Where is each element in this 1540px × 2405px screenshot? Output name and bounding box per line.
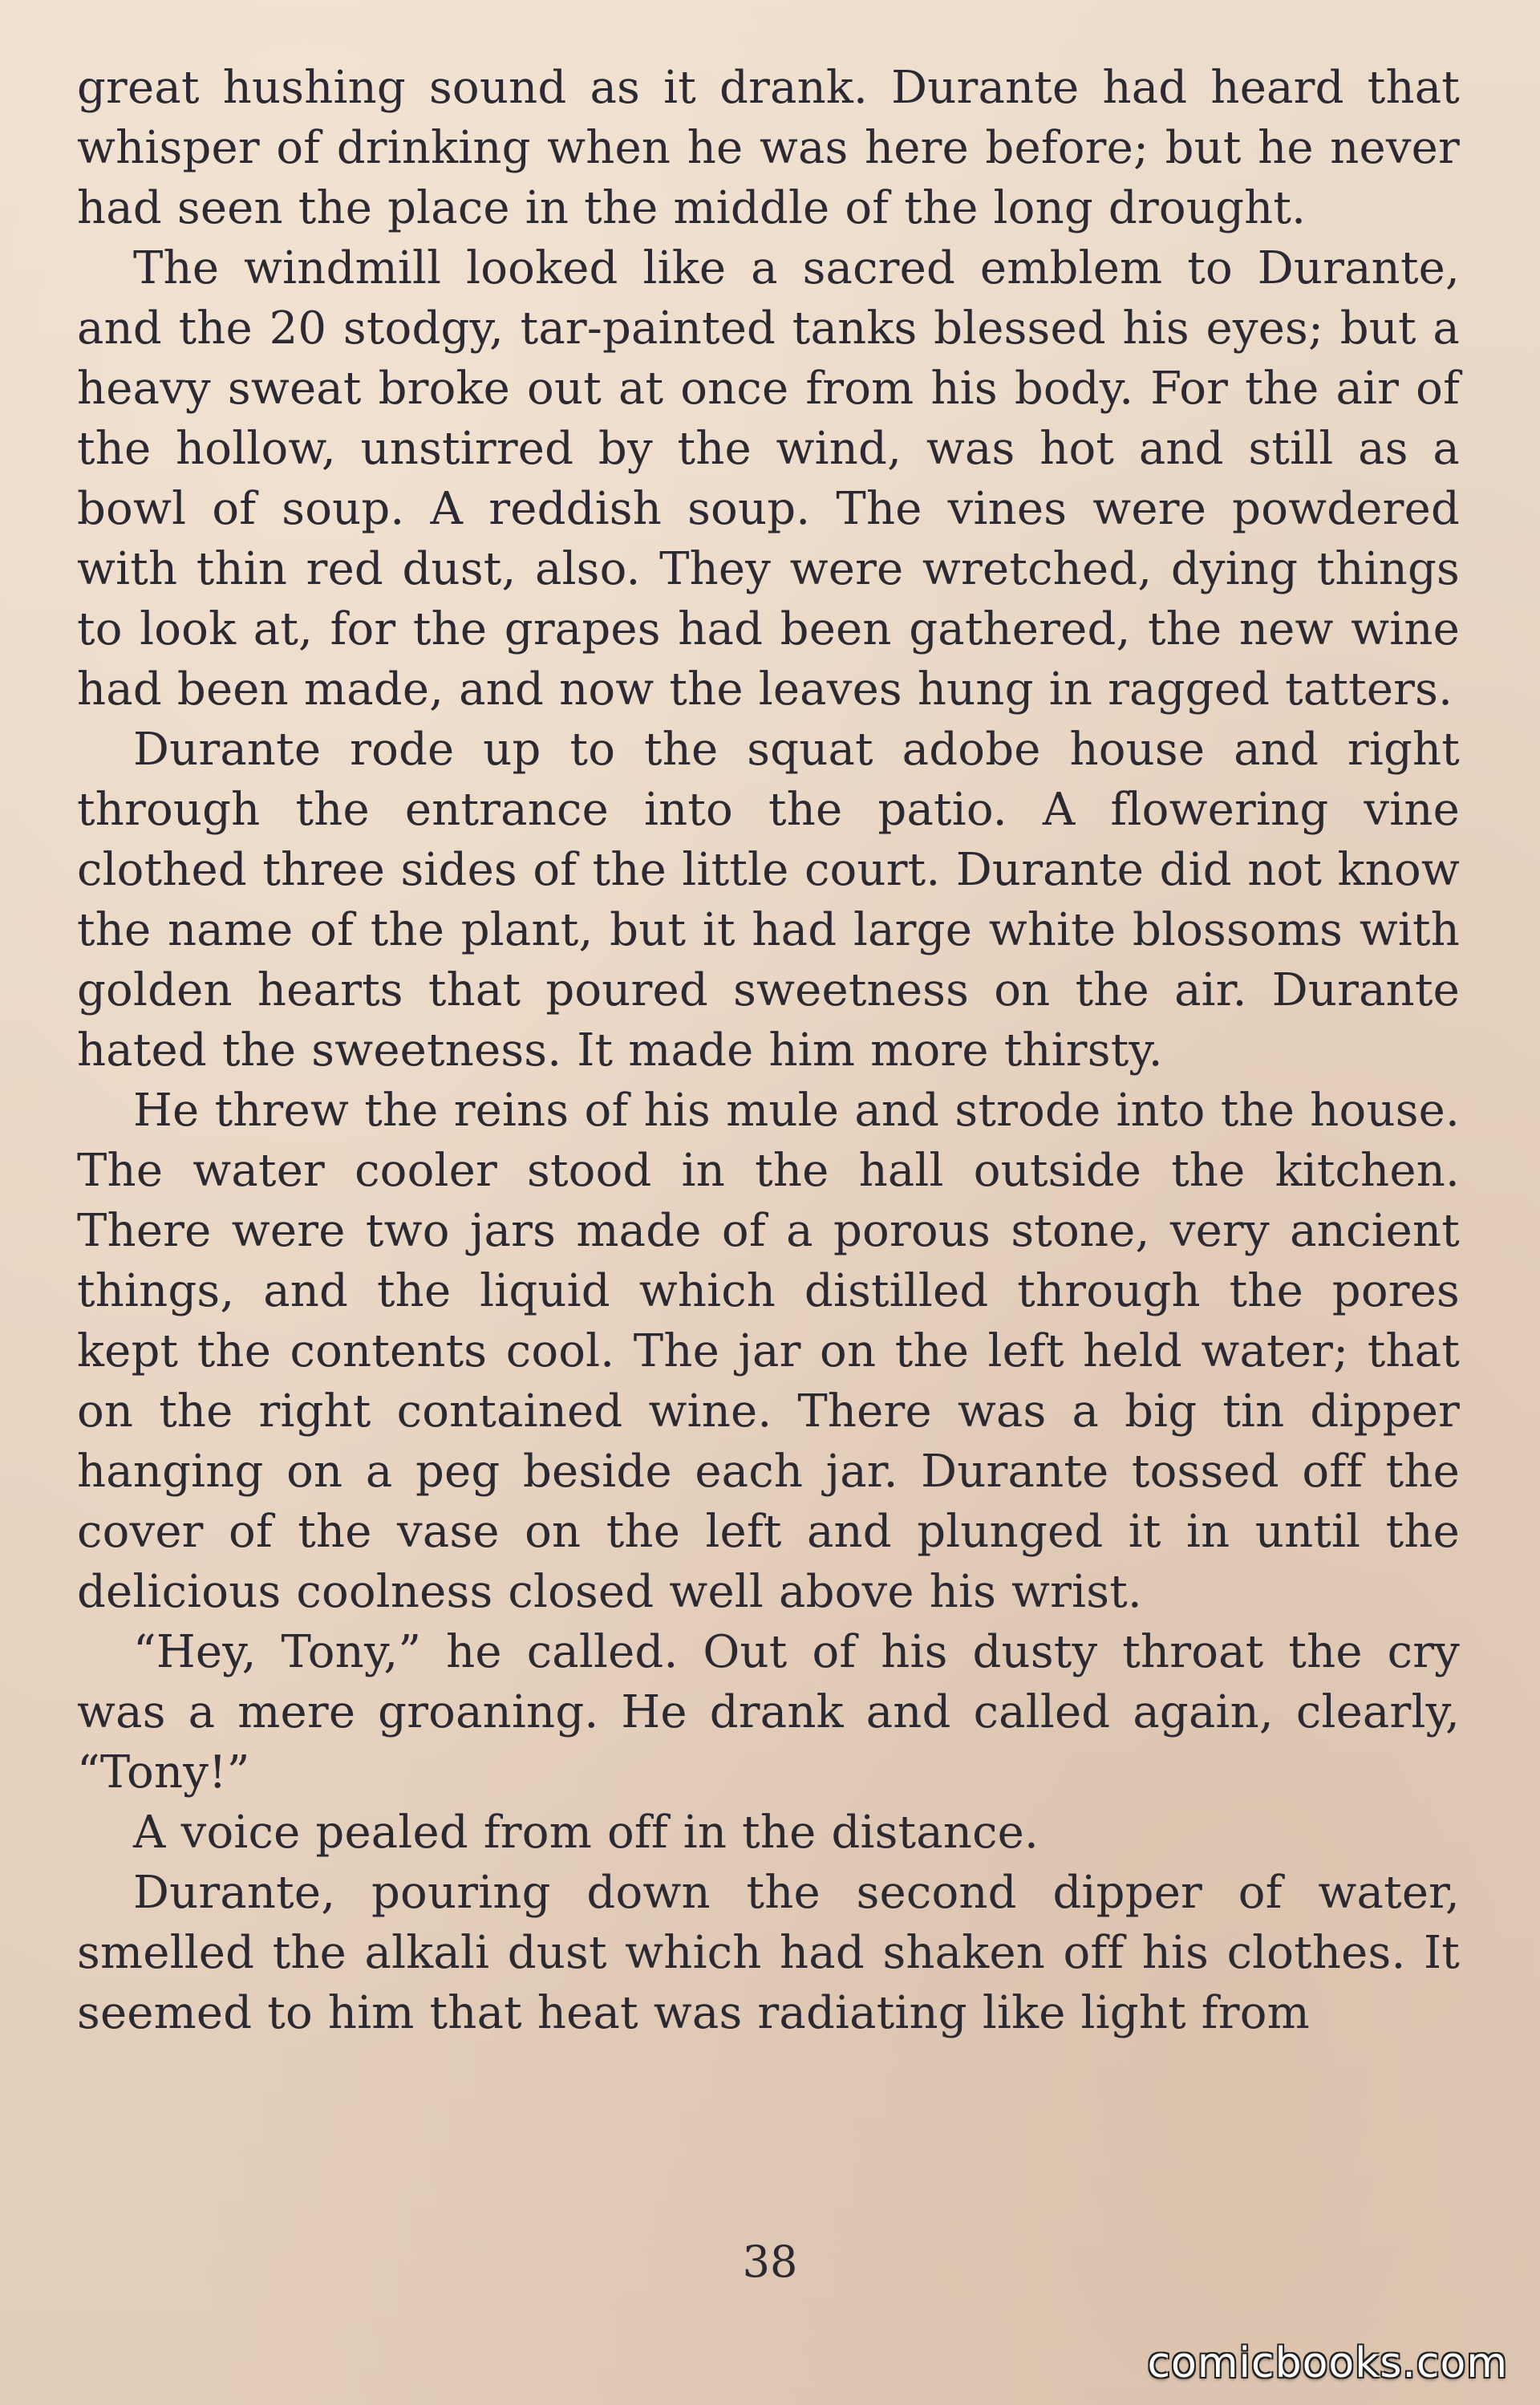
paragraph-5: “Hey, Tony,” he called. Out of his dusty throat the cry was a mere groaning. He drank and called again, clearly, “Tony!”: [77, 1626, 1460, 1799]
paragraph-3: Durante rode up to the squat adobe house and right through the entrance into the patio. A flowering vine clothed three sides of the little court. Durante did not know the name of the plant, but it had large white blossoms with golden hearts that poured sweetness on the air. Durante hated the sweetness. It made him more thirsty.: [77, 724, 1460, 1077]
paragraph-1: great hushing sound as it drank. Durante had heard that whisper of drinking when he was here before; but he never had seen the place in the middle of the long drought.: [77, 62, 1460, 234]
paragraph-4: He threw the reins of his mule and strode into the house. The water cooler stood in the hall outside the kitchen. There were two jars made of a porous stone, very ancient things, and the liquid which distilled through the pores kept the contents cool. The jar on the left held water; that on the right contained wine. There was a big tin dipper hanging on a peg beside each jar. Durante tossed off the cover of the vase on the left and plunged it in until the delicious coolness closed well above his wrist.: [77, 1085, 1460, 1618]
paragraph-7: Durante, pouring down the second dipper of water, smelled the alkali dust which had shaken off his clothes. It seemed to him that heat was radiating like light from: [77, 1867, 1460, 2039]
page-body: [77, 58, 1460, 2043]
paragraph-6: A voice pealed from off in the distance.: [133, 1807, 1040, 1859]
paragraph-2: The windmill looked like a sacred emblem to Durante, and the 20 stodgy, tar-painted tanks blessed his eyes; but a heavy sweat broke out at once from his body. For the air of the hollow, unstirred by the wind, was hot and still as a bowl of soup. A reddish soup. The vines were powdered with thin red dust, also. They were wretched, dying things to look at, for the grapes had been gathered, the new wine had been made, and now the leaves hung in ragged tatters.: [77, 242, 1460, 716]
watermark-logo: comicbooks.com: [1147, 2339, 1508, 2387]
page-number: 38: [742, 2237, 798, 2287]
